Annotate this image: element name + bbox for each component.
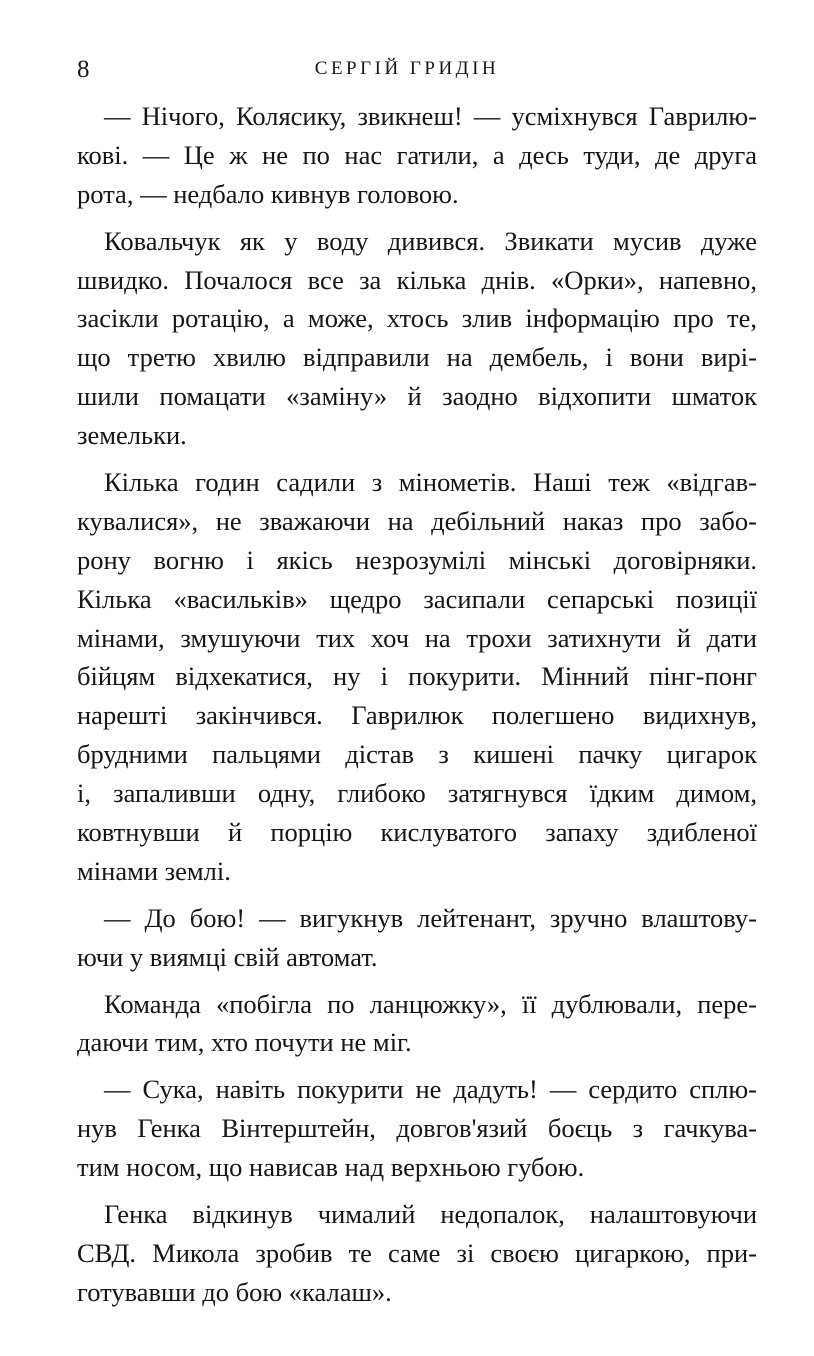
paragraph bbox=[77, 222, 757, 455]
text-line: нув Генка Вінтерштейн, довгов'язий боєць з гачкува- bbox=[77, 1113, 757, 1144]
text-line: Кілька годин садили з мінометів. Наші теж «відгав- bbox=[104, 467, 757, 498]
text-line: — До бою! — вигукнув лейтенант, зручно влаштову- bbox=[104, 902, 757, 933]
body-text bbox=[77, 97, 757, 1320]
text-line: тим носом, що нависав над верхньою губою. bbox=[77, 1152, 585, 1183]
running-title: СЕРГІЙ ГРИДІН bbox=[314, 58, 500, 79]
paragraph bbox=[77, 1070, 757, 1187]
text-line: ючи у виямці свій автомат. bbox=[77, 941, 378, 972]
text-line: рону вогню і якісь незрозумілі мінські договірняки. bbox=[77, 544, 757, 575]
text-line: що третю хвилю відправили на дембель, і вони вирі- bbox=[77, 342, 757, 373]
text-line: брудними пальцями дістав з кишені пачку цигарок bbox=[77, 739, 757, 770]
paragraph bbox=[77, 1195, 757, 1312]
paragraph bbox=[77, 97, 757, 214]
text-line: Ковальчук як у воду дивився. Звикати мусив дуже bbox=[104, 225, 757, 256]
text-line: мінами землі. bbox=[77, 855, 231, 886]
text-line: СВД. Микола зробив те саме зі своєю цигаркою, при- bbox=[77, 1237, 757, 1268]
text-line: даючи тим, хто почути не міг. bbox=[77, 1027, 412, 1058]
text-line: кові. — Це ж не по нас гатили, а десь туди, де друга bbox=[77, 139, 757, 170]
text-line: мінами, змушуючи тих хоч на трохи затихнути й дати bbox=[77, 622, 757, 653]
text-line: готувавши до бою «калаш». bbox=[77, 1276, 392, 1307]
text-line: Команда «побігла по ланцюжку», її дублювали, пере- bbox=[104, 988, 757, 1019]
text-line: бійцям відхекатися, ну і покурити. Мінний пінг-понг bbox=[77, 661, 757, 692]
text-line: ковтнувши й порцію кислуватого запаху здибленої bbox=[77, 817, 757, 848]
text-line: засікли ротацію, а може, хтось злив інформацію про те, bbox=[77, 303, 757, 334]
text-line: — Сука, навіть покурити не дадуть! — сердито сплю- bbox=[104, 1074, 757, 1105]
text-line: — Нічого, Колясику, звикнеш! — усміхнувся Гаврилю- bbox=[104, 101, 757, 131]
text-line: Кілька «васильків» щедро засипали сепарські позиції bbox=[77, 583, 757, 614]
paragraph bbox=[77, 463, 757, 891]
paragraph bbox=[77, 985, 757, 1063]
text-line: швидко. Почалося все за кілька днів. «Орки», напевно, bbox=[77, 264, 757, 295]
text-line: і, запаливши одну, глибоко затягнувся їдким димом, bbox=[77, 778, 757, 809]
page-number: 8 bbox=[77, 56, 90, 83]
text-line: шили помацати «заміну» й заодно відхопити шматок bbox=[77, 381, 757, 412]
text-line: нарешті закінчився. Гаврилюк полегшено видихнув, bbox=[77, 700, 757, 731]
text-line: кувалися», не зважаючи на дебільний наказ про забо- bbox=[77, 505, 757, 536]
text-line: Генка відкинув чималий недопалок, налаштовуючи bbox=[104, 1199, 757, 1230]
text-line: земельки. bbox=[77, 420, 187, 451]
paragraph bbox=[77, 899, 757, 977]
text-line: рота, — недбало кивнув головою. bbox=[77, 178, 459, 209]
